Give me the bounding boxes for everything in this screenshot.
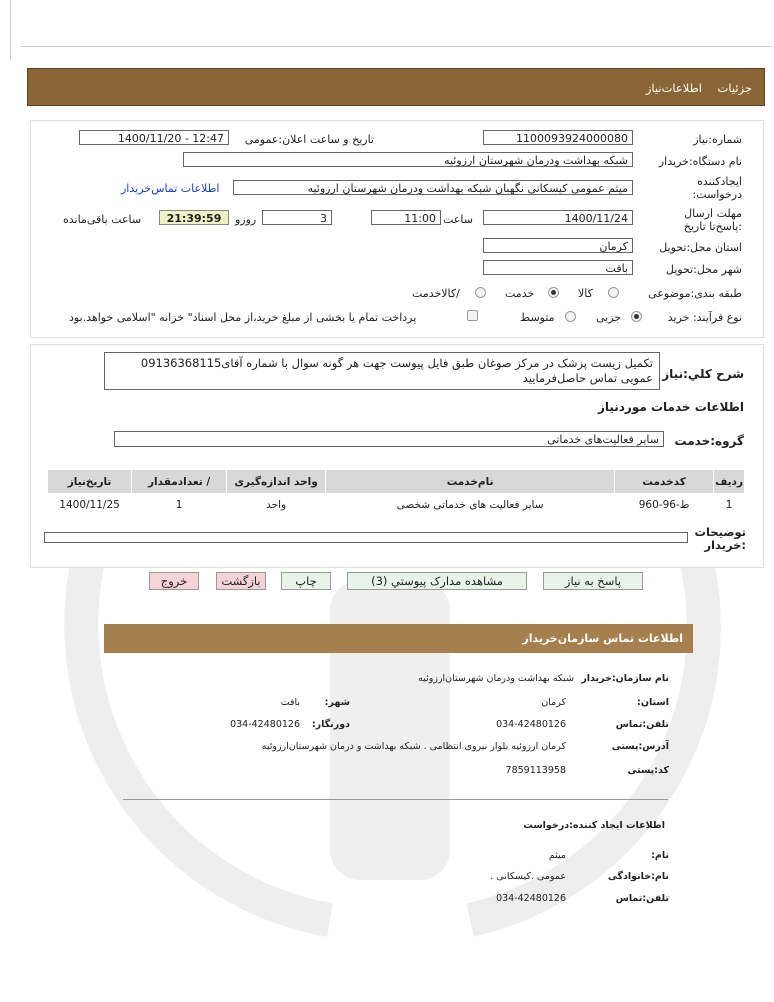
contact-city-label: شهر: bbox=[324, 697, 350, 708]
need-number-field: 1100093924000080 bbox=[483, 130, 633, 145]
process-minor-label: جزیی bbox=[596, 311, 622, 324]
days-label: روزو bbox=[235, 213, 257, 226]
creator-name-label: نام: bbox=[651, 850, 669, 861]
process-minor-radio[interactable] bbox=[631, 311, 642, 322]
category-goods-radio[interactable] bbox=[608, 287, 619, 298]
back-button[interactable]: بازگشت bbox=[216, 572, 266, 590]
page-header bbox=[27, 68, 765, 106]
category-label: طبقه بندی:موضوعی bbox=[648, 287, 742, 300]
contact-city-value: بافت bbox=[280, 697, 300, 708]
creator-phone-value: 034-42480126 bbox=[496, 893, 566, 904]
buyer-contact-link[interactable]: اطلاعات تماس‌خریدار bbox=[121, 182, 220, 195]
deadline-date-field: 1400/11/24 bbox=[483, 210, 633, 225]
col-quantity: / تعدادمقدار bbox=[132, 470, 227, 494]
creator-label: ایجادکننده درخواست: bbox=[692, 175, 742, 201]
cell-service-code: ط-96-960 bbox=[615, 494, 714, 517]
cell-quantity: 1 bbox=[132, 494, 227, 517]
print-button[interactable]: چاپ bbox=[281, 572, 331, 590]
tab-need-info[interactable]: اطلاعات‌نیاز bbox=[645, 81, 702, 95]
creator-family-value: عمومی .کیسکانی . bbox=[490, 871, 566, 882]
org-value: شبکه بهداشت ودرمان شهرستان‌ارزوئیه bbox=[418, 673, 574, 684]
treasury-payment-note: پرداخت تمام یا بخشی از مبلغ خرید،از محل اسناد" خزانه "اسلامی خواهد.بود bbox=[69, 311, 417, 324]
section-divider bbox=[123, 799, 668, 800]
category-service-radio[interactable] bbox=[548, 287, 559, 298]
services-title: اطلاعات خدمات موردنیاز bbox=[597, 400, 744, 414]
cell-unit: واحد bbox=[227, 494, 326, 517]
reply-button[interactable]: پاسخ به نیاز bbox=[543, 572, 643, 590]
buyer-field: شبکه بهداشت ودرمان شهرستان ارزوئیه bbox=[183, 152, 633, 167]
buyer-contact-title: اطلاعات تماس سازمان‌خریدار bbox=[522, 632, 683, 645]
left-border bbox=[10, 0, 11, 60]
cell-service-name: سایر فعالیت های خدماتی شخصی bbox=[326, 494, 615, 517]
creator-field: میثم عمومی کیسکانی نگهبان شبکه بهداشت ودرمان شهرستان ارزوئیه bbox=[233, 180, 633, 195]
deadline-time-field: 11:00 bbox=[371, 210, 441, 225]
contact-fax-label: دورنگار: bbox=[311, 719, 350, 730]
tab-details[interactable]: جزئیات bbox=[717, 81, 752, 95]
exit-button[interactable]: خروج bbox=[149, 572, 199, 590]
col-service-code: کدخدمت bbox=[615, 470, 714, 494]
buyer-notes-label: توضیحات :خریدار bbox=[694, 525, 746, 552]
contact-postal-value: 7859113958 bbox=[505, 765, 566, 776]
general-description-field: تکمیل زیست پزشک در مرکز صوغان طبق فایل پیوست جهت هر گونه سوال با شماره آقای09136368115 عمویی تماس حاصل‌فرمایید bbox=[104, 352, 660, 390]
remaining-time: 21:39:59 bbox=[159, 210, 229, 225]
days-field: 3 bbox=[262, 210, 332, 225]
process-medium-label: متوسط bbox=[520, 311, 555, 324]
contact-address-label: آدرس:پستی bbox=[611, 741, 669, 752]
creator-phone-label: تلفن:تماس bbox=[615, 893, 669, 904]
process-medium-radio[interactable] bbox=[565, 311, 576, 322]
province-field: کرمان bbox=[483, 238, 633, 253]
remaining-label: ساعت باقی‌مانده bbox=[63, 213, 142, 226]
city-field: بافت bbox=[483, 260, 633, 275]
province-label: استان محل:تحویل bbox=[659, 241, 742, 254]
col-unit: واحد اندازه‌گیری bbox=[227, 470, 326, 494]
buyer-notes-field bbox=[44, 532, 688, 543]
cell-row: 1 bbox=[714, 494, 745, 517]
contact-province-label: استان: bbox=[637, 697, 669, 708]
category-goods-service-radio[interactable] bbox=[475, 287, 486, 298]
category-goods-service-label: /کالاخدمت bbox=[412, 287, 460, 300]
general-description-label: شرح کلي:نیاز bbox=[662, 367, 744, 381]
col-service-name: نام‌خدمت bbox=[326, 470, 615, 494]
table-header-row bbox=[48, 470, 745, 494]
services-table bbox=[47, 469, 745, 516]
process-label: نوع فرآیند: خرید bbox=[667, 311, 742, 324]
org-label: نام سازمان:خریدار bbox=[581, 673, 669, 684]
announce-field: 1400/11/20 - 12:47 bbox=[79, 130, 229, 145]
col-row: ردیف bbox=[714, 470, 745, 494]
buyer-contact-header bbox=[104, 624, 693, 653]
deadline-label: مهلت ارسال :پاسخ‌تا تاریخ bbox=[683, 207, 742, 233]
city-label: شهر محل:تحویل bbox=[665, 263, 742, 276]
creator-family-label: نام:خانوادگی bbox=[607, 871, 669, 882]
contact-province-value: کرمان bbox=[541, 697, 566, 708]
contact-phone-label: تلفن:تماس bbox=[615, 719, 669, 730]
announce-label: تاریخ و ساعت اعلان:عمومی bbox=[244, 133, 374, 146]
category-goods-label: کالا bbox=[578, 287, 593, 300]
need-number-label: شماره:نیاز bbox=[693, 133, 742, 146]
service-group-field: سایر فعالیت‌های خدماتی bbox=[114, 431, 664, 447]
table-row bbox=[48, 494, 745, 517]
category-service-label: خدمت bbox=[505, 287, 535, 300]
creator-name-value: میثم bbox=[548, 850, 566, 861]
contact-fax-value: 034-42480126 bbox=[230, 719, 300, 730]
creator-info-title: اطلاعات ایجاد کننده:درخواست bbox=[523, 820, 665, 831]
col-need-date: تاریخ‌نیاز bbox=[48, 470, 132, 494]
contact-address-value: کرمان ارزوئیه بلوار نیروی انتظامی . شبکه بهداشت و درمان شهرستان‌ارزوئیه bbox=[261, 741, 566, 752]
attachments-button[interactable]: مشاهده مدارک پیوستي (3) bbox=[347, 572, 527, 590]
service-group-label: گروه:خدمت bbox=[674, 434, 744, 448]
top-divider bbox=[20, 46, 772, 47]
buyer-label: نام دستگاه:خریدار bbox=[658, 155, 742, 168]
cell-need-date: 1400/11/25 bbox=[48, 494, 132, 517]
deadline-time-label: ساعت bbox=[443, 213, 473, 226]
treasury-payment-checkbox[interactable] bbox=[467, 310, 478, 321]
contact-postal-label: کد:پستی bbox=[627, 765, 669, 776]
contact-phone-value: 034-42480126 bbox=[496, 719, 566, 730]
